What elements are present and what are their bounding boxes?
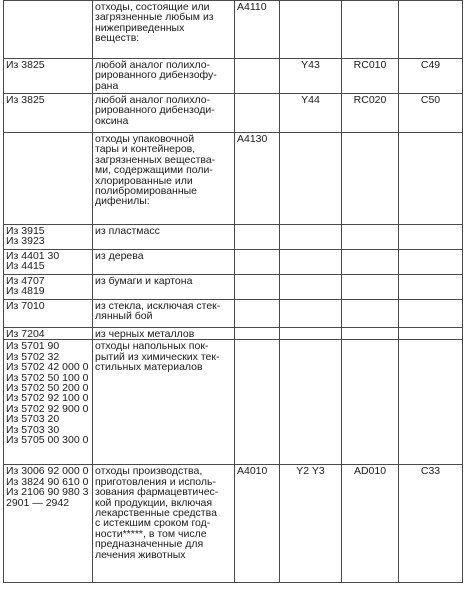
c-code-cell [399,300,463,328]
description-cell: отходы напольных пок- рытий из химических тек- стильных материалов [93,340,235,465]
description-cell: из черных металлов [93,328,235,340]
y-code-cell: Y43 [280,59,342,94]
operation-code-cell [342,133,399,225]
description-cell: отходы упаковочной тары и контейнеров, загрязненных вещества- ми, содержащими поли- хлорированные или полибромированные дифенилы: [93,133,235,225]
operation-code-cell [342,225,399,250]
c-code-cell: C50 [399,94,463,133]
y-code-cell [280,250,342,275]
description-cell: отходы производства, приготовления и исполь- зования фармацевтичес- кой продукции, включая лекарственные средства с истекшим сроком год- ности*****, в том числе предназначенные для лечения животных [93,465,235,583]
operation-code-cell: RC020 [342,94,399,133]
table-body [4,1,463,583]
operation-code-cell [342,250,399,275]
basel-code-cell [235,225,280,250]
c-code-cell [399,340,463,465]
operation-code-cell: RC010 [342,59,399,94]
operation-code-cell: AD010 [342,465,399,583]
basel-code-cell [235,94,280,133]
basel-code-cell [235,328,280,340]
waste-classification-table [3,0,463,583]
c-code-cell [399,133,463,225]
description-cell: отходы, состоящие или загрязненные любым из нижеприведенных веществ: [93,1,235,59]
c-code-cell: C33 [399,465,463,583]
y-code-cell [280,225,342,250]
code-cell: Из 3915 Из 3923 [4,225,93,250]
table-row [4,133,463,225]
basel-code-cell [235,300,280,328]
basel-code-cell: A4130 [235,133,280,225]
code-cell [4,1,93,59]
table-row [4,59,463,94]
description-cell: из стекла, исключая стек- лянный бой [93,300,235,328]
basel-code-cell: A4010 [235,465,280,583]
c-code-cell [399,328,463,340]
code-cell: Из 5701 90 Из 5702 32 Из 5702 42 000 0 Из 5702 50 100 0 Из 5702 50 200 0 Из 5702 92 100 0 Из 5702 92 900 0 Из 5703 20 Из 5703 30 Из 5705 00 300 0 [4,340,93,465]
y-code-cell: Y2 Y3 [280,465,342,583]
y-code-cell [280,133,342,225]
code-cell: Из 7204 [4,328,93,340]
code-cell: Из 3825 [4,59,93,94]
table-row [4,328,463,340]
y-code-cell [280,1,342,59]
code-cell: Из 3825 [4,94,93,133]
y-code-cell [280,300,342,328]
basel-code-cell: A4110 [235,1,280,59]
description-cell: из бумаги и картона [93,275,235,300]
description-cell: из дерева [93,250,235,275]
y-code-cell [280,328,342,340]
c-code-cell: C49 [399,59,463,94]
table-row [4,94,463,133]
table-row [4,465,463,583]
description-cell: любой аналог полихло- рированного дибензоди- оксина [93,94,235,133]
code-cell [4,133,93,225]
operation-code-cell [342,275,399,300]
operation-code-cell [342,1,399,59]
description-cell: любой аналог полихло- рированного дибензофу- рана [93,59,235,94]
basel-code-cell [235,340,280,465]
c-code-cell [399,275,463,300]
operation-code-cell [342,328,399,340]
c-code-cell [399,250,463,275]
table-row [4,225,463,250]
table-row [4,300,463,328]
code-cell: Из 4401 30 Из 4415 [4,250,93,275]
table-row [4,340,463,465]
c-code-cell [399,1,463,59]
basel-code-cell [235,275,280,300]
description-cell: из пластмасс [93,225,235,250]
table-row [4,250,463,275]
y-code-cell: Y44 [280,94,342,133]
operation-code-cell [342,300,399,328]
code-cell: Из 3006 92 000 0 Из 3824 90 610 0 Из 2106 90 980 3 2901 — 2942 [4,465,93,583]
code-cell: Из 4707 Из 4819 [4,275,93,300]
operation-code-cell [342,340,399,465]
code-cell: Из 7010 [4,300,93,328]
c-code-cell [399,225,463,250]
table-row [4,1,463,59]
y-code-cell [280,340,342,465]
basel-code-cell [235,250,280,275]
table-row [4,275,463,300]
basel-code-cell [235,59,280,94]
y-code-cell [280,275,342,300]
